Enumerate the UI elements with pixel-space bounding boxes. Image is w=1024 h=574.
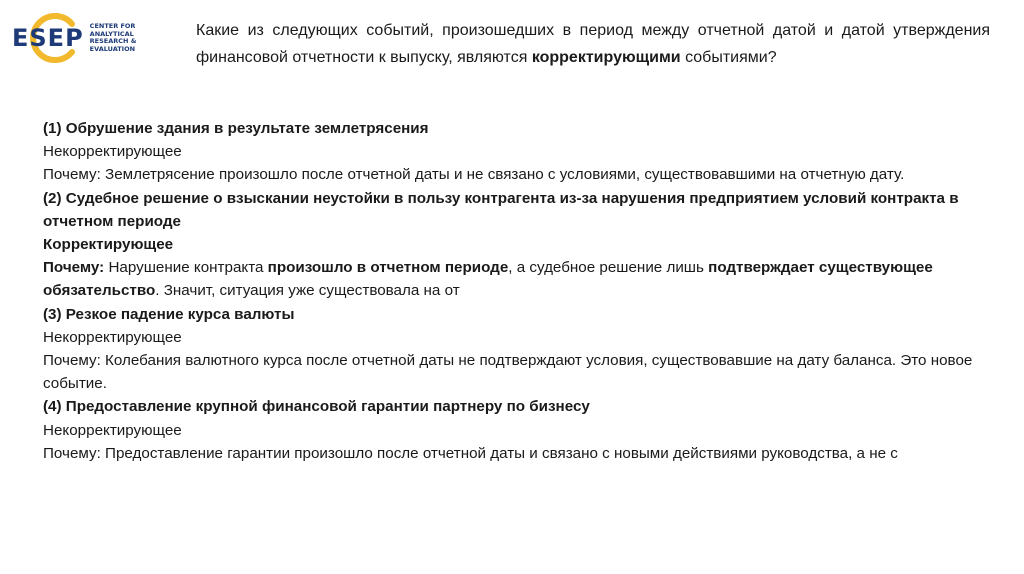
item-verdict: Некорректирующее [43, 328, 182, 346]
logo-mark: ESEP [12, 24, 84, 52]
item-title: (2) Судебное решение о взыскании неустойки в пользу контрагента из-за нарушения предприятием условий контракта в отчетном периоде [43, 189, 959, 230]
question-text: Какие из следующих событий, произошедших в период между отчетной датой и датой утверждения финансовой отчетности к выпуску, являются корректирующими событиями? [196, 22, 990, 66]
esep-logo [10, 10, 160, 66]
item-reason: Почему: Колебания валютного курса после отчетной даты не подтверждают условия, существовавшие на дату баланса. Это новое событие. [43, 352, 973, 393]
item-title: (1) Обрушение здания в результате землетрясения [43, 120, 429, 137]
logo-subtitle: CENTER FOR ANALYTICAL RESEARCH & EVALUATION [89, 22, 137, 53]
item-verdict: Некорректирующее [43, 421, 182, 439]
question-keyword: корректирующими [531, 49, 681, 66]
item-title: (4) Предоставление крупной финансовой гарантии партнеру по бизнесу [43, 398, 590, 416]
item-reason: Почему: Нарушение контракта произошло в отчетном периоде, а судебное решение лишь подтверждает существующее обязательство. Значит, ситуация уже существовала на от [43, 259, 933, 300]
item-reason: Почему: Предоставление гарантии произошло после отчетной даты и связано с новыми действиями руководства, а не с [43, 444, 898, 462]
item-title: (3) Резкое падение курса валюты [43, 305, 295, 323]
item-reason: Почему: Землетрясение произошло после отчетной даты и не связано с условиями, существовавшими на отчетную дату. [43, 166, 905, 184]
item-verdict: Корректирующее [43, 236, 174, 254]
item-verdict: Некорректирующее [43, 143, 182, 161]
answer-body [43, 117, 998, 465]
